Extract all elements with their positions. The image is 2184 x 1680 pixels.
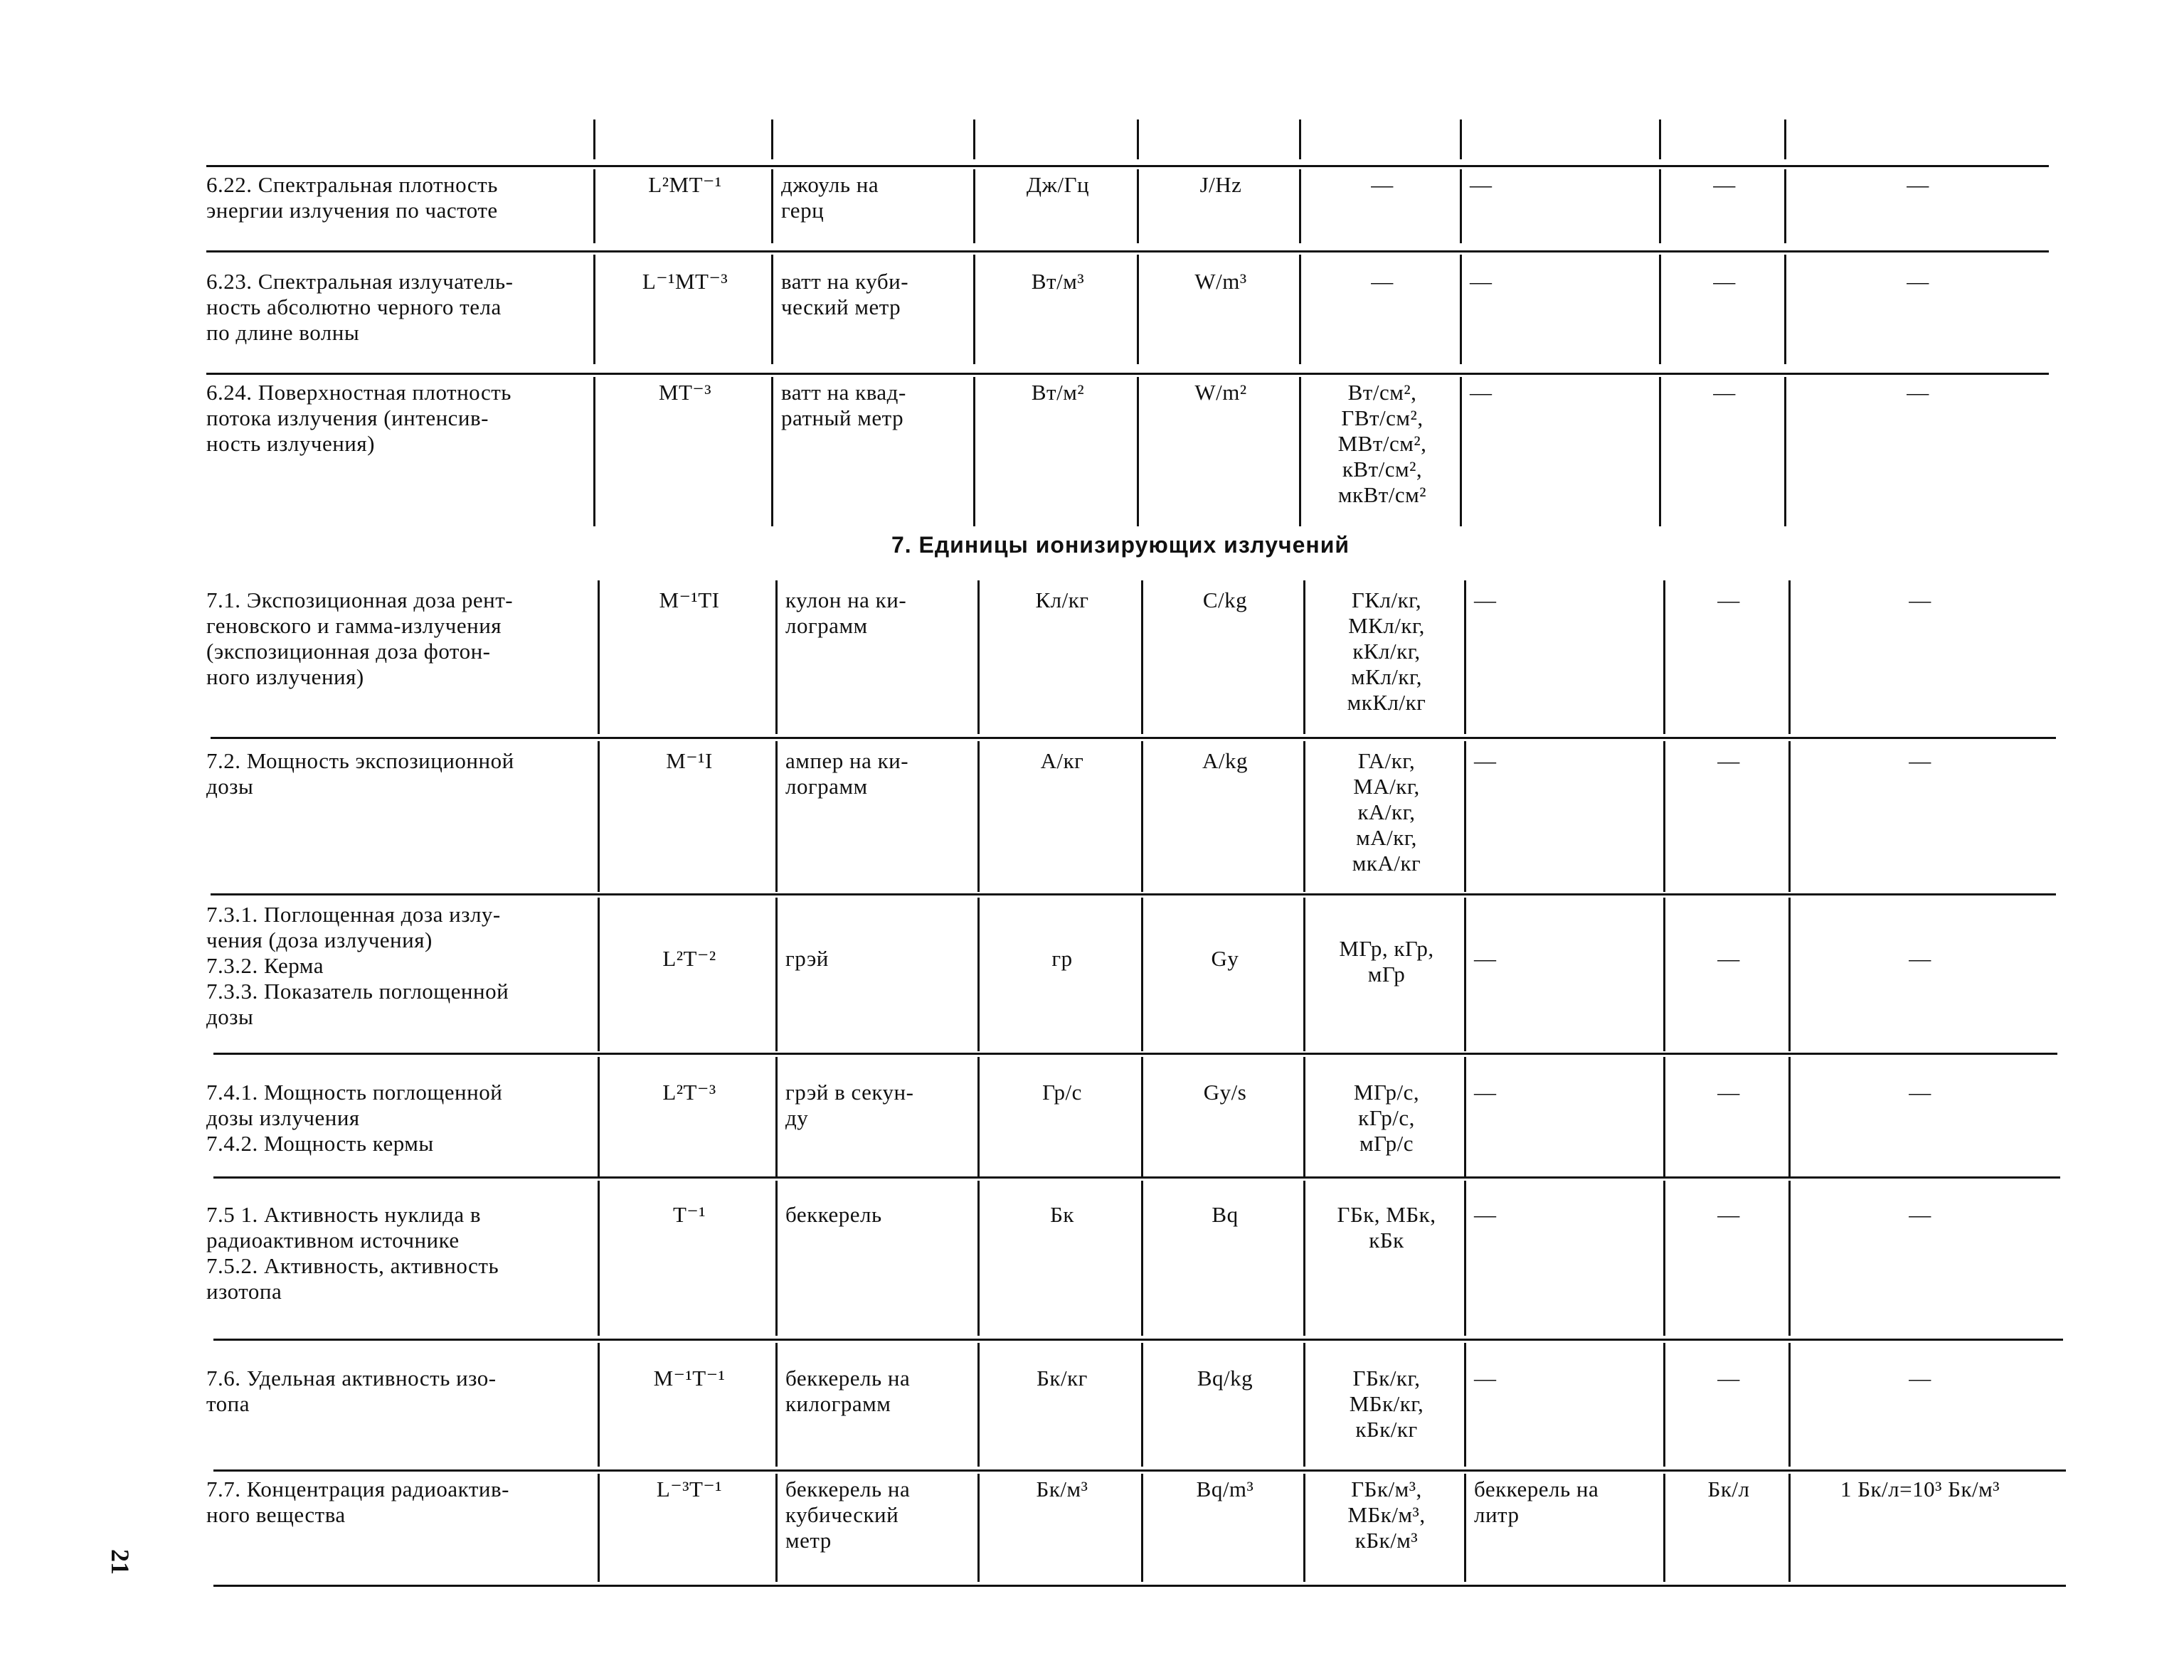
nonsystem-unit-designation: — bbox=[1713, 380, 1736, 405]
column-divider bbox=[1141, 1474, 1143, 1582]
column-divider bbox=[1464, 1181, 1466, 1336]
header-column-divider bbox=[973, 119, 975, 159]
designation-int: C/kg bbox=[1202, 588, 1248, 612]
multiple-units: МГр, кГр, мГр bbox=[1339, 936, 1434, 987]
column-divider bbox=[1464, 1474, 1466, 1582]
dimension: L⁻¹MT⁻³ bbox=[642, 269, 728, 294]
column-divider bbox=[1663, 1181, 1665, 1336]
column-divider bbox=[598, 1057, 600, 1176]
unit-name: ватт на куби- ческий метр bbox=[781, 269, 909, 319]
dimension: M⁻¹T⁻¹ bbox=[653, 1366, 726, 1391]
column-divider bbox=[1460, 255, 1462, 364]
quantity-name: 6.24. Поверхностная плотность потока излучения (интенсив- ность излучения) bbox=[206, 380, 511, 456]
multiple-units: ГБк/кг, МБк/кг, кБк/кг bbox=[1349, 1366, 1424, 1442]
unit-name: грэй bbox=[785, 946, 829, 971]
nonsystem-unit-designation: — bbox=[1717, 1202, 1740, 1227]
nonsystem-unit-name: — bbox=[1474, 1202, 1497, 1227]
designation-ru: Вт/м³ bbox=[1031, 269, 1085, 294]
designation-ru: Бк bbox=[1050, 1202, 1074, 1227]
header-column-divider bbox=[1784, 119, 1786, 159]
column-divider bbox=[598, 898, 600, 1051]
column-divider bbox=[977, 1474, 980, 1582]
column-divider bbox=[1663, 898, 1665, 1051]
column-divider bbox=[1141, 580, 1143, 734]
nonsystem-unit-name: — bbox=[1470, 269, 1493, 294]
multiple-units: ГА/кг, МА/кг, кА/кг, мА/кг, мкА/кг bbox=[1352, 748, 1421, 876]
column-divider bbox=[1303, 1181, 1305, 1336]
unit-relation: — bbox=[1907, 269, 1929, 294]
quantity-name: 7.1. Экспозиционная доза рент- геновского и гамма-излучения (экспозиционная доза фотон- ного излучения) bbox=[206, 588, 514, 689]
multiple-units: ГКл/кг, МКл/кг, кКл/кг, мКл/кг, мкКл/кг bbox=[1347, 588, 1426, 715]
column-divider bbox=[598, 1343, 600, 1467]
column-divider bbox=[1663, 1474, 1665, 1582]
dimension: M⁻¹I bbox=[666, 748, 713, 773]
column-divider bbox=[973, 169, 975, 243]
column-divider bbox=[1141, 898, 1143, 1051]
column-divider bbox=[1788, 1181, 1791, 1336]
unit-relation: — bbox=[1909, 1202, 1931, 1227]
multiple-units: ГБк, МБк, кБк bbox=[1337, 1202, 1436, 1253]
column-divider bbox=[977, 1343, 980, 1467]
row-separator bbox=[211, 893, 2056, 895]
page-number: 21 bbox=[106, 1549, 134, 1575]
unit-name: джоуль на герц bbox=[781, 172, 879, 223]
header-column-divider bbox=[771, 119, 773, 159]
column-divider bbox=[1464, 1057, 1466, 1176]
nonsystem-unit-designation: — bbox=[1717, 1080, 1740, 1105]
column-divider bbox=[977, 1057, 980, 1176]
column-divider bbox=[775, 1474, 778, 1582]
column-divider bbox=[1137, 169, 1139, 243]
column-divider bbox=[1141, 1181, 1143, 1336]
column-divider bbox=[1303, 1343, 1305, 1467]
unit-name: кулон на ки- лограмм bbox=[785, 588, 907, 638]
designation-int: W/m³ bbox=[1194, 269, 1247, 294]
designation-int: Bq/m³ bbox=[1196, 1477, 1254, 1501]
designation-ru: Гр/с bbox=[1042, 1080, 1082, 1105]
unit-name: беккерель bbox=[785, 1202, 882, 1227]
multiple-units: — bbox=[1371, 269, 1394, 294]
unit-relation: — bbox=[1909, 748, 1931, 773]
column-divider bbox=[1464, 580, 1466, 734]
unit-name: ампер на ки- лограмм bbox=[785, 748, 909, 799]
dimension: L²T⁻³ bbox=[662, 1080, 716, 1105]
designation-ru: Кл/кг bbox=[1035, 588, 1089, 612]
column-divider bbox=[593, 169, 595, 243]
dimension: L⁻³T⁻¹ bbox=[656, 1477, 723, 1501]
column-divider bbox=[977, 741, 980, 892]
column-divider bbox=[1299, 255, 1301, 364]
designation-ru: Вт/м² bbox=[1031, 380, 1085, 405]
column-divider bbox=[1141, 1343, 1143, 1467]
row-separator bbox=[213, 1053, 2057, 1055]
nonsystem-unit-designation: Бк/л bbox=[1707, 1477, 1750, 1501]
quantity-name: 7.3.1. Поглощенная доза излу- чения (доза излучения) 7.3.2. Керма 7.3.3. Показатель поглощенной дозы bbox=[206, 902, 509, 1029]
unit-relation: 1 Бк/л=10³ Бк/м³ bbox=[1840, 1477, 2000, 1501]
nonsystem-unit-name: — bbox=[1474, 946, 1497, 971]
designation-int: Gy/s bbox=[1203, 1080, 1247, 1105]
column-divider bbox=[1137, 255, 1139, 364]
column-divider bbox=[775, 1181, 778, 1336]
column-divider bbox=[1137, 377, 1139, 526]
dimension: T⁻¹ bbox=[672, 1202, 706, 1227]
table-bottom-rule bbox=[213, 1585, 2066, 1587]
unit-relation: — bbox=[1909, 946, 1931, 971]
quantity-name: 7.7. Концентрация радиоактив- ного вещества bbox=[206, 1477, 509, 1527]
column-divider bbox=[1464, 741, 1466, 892]
quantity-name: 7.5 1. Активность нуклида в радиоактивном источнике 7.5.2. Активность, активность изотопа bbox=[206, 1202, 499, 1304]
column-divider bbox=[1141, 1057, 1143, 1176]
column-divider bbox=[1464, 898, 1466, 1051]
column-divider bbox=[1303, 741, 1305, 892]
header-column-divider bbox=[1659, 119, 1661, 159]
column-divider bbox=[1784, 255, 1786, 364]
column-divider bbox=[1788, 1057, 1791, 1176]
column-divider bbox=[775, 741, 778, 892]
column-divider bbox=[1303, 1474, 1305, 1582]
row-separator bbox=[206, 250, 2049, 252]
column-divider bbox=[977, 898, 980, 1051]
column-divider bbox=[1788, 898, 1791, 1051]
column-divider bbox=[1460, 377, 1462, 526]
multiple-units: ГБк/м³, МБк/м³, кБк/м³ bbox=[1347, 1477, 1426, 1553]
column-divider bbox=[1299, 377, 1301, 526]
unit-relation: — bbox=[1907, 172, 1929, 197]
designation-ru: Бк/кг bbox=[1037, 1366, 1088, 1391]
column-divider bbox=[1299, 169, 1301, 243]
unit-relation: — bbox=[1907, 380, 1929, 405]
row-separator bbox=[211, 737, 2056, 739]
column-divider bbox=[593, 255, 595, 364]
nonsystem-unit-name: — bbox=[1474, 1080, 1497, 1105]
column-divider bbox=[1663, 580, 1665, 734]
nonsystem-unit-name: — bbox=[1474, 588, 1497, 612]
column-divider bbox=[977, 580, 980, 734]
unit-relation: — bbox=[1909, 1366, 1931, 1391]
nonsystem-unit-designation: — bbox=[1717, 588, 1740, 612]
multiple-units: — bbox=[1371, 172, 1394, 197]
nonsystem-unit-designation: — bbox=[1713, 172, 1736, 197]
column-divider bbox=[593, 377, 595, 526]
nonsystem-unit-name: — bbox=[1474, 1366, 1497, 1391]
column-divider bbox=[598, 1474, 600, 1582]
column-divider bbox=[775, 1343, 778, 1467]
designation-ru: Бк/м³ bbox=[1036, 1477, 1088, 1501]
column-divider bbox=[775, 898, 778, 1051]
column-divider bbox=[1784, 377, 1786, 526]
row-separator bbox=[213, 1469, 2066, 1472]
column-divider bbox=[1663, 1057, 1665, 1176]
designation-int: W/m² bbox=[1194, 380, 1247, 405]
designation-ru: гр bbox=[1051, 946, 1073, 971]
column-divider bbox=[771, 169, 773, 243]
header-column-divider bbox=[1460, 119, 1462, 159]
column-divider bbox=[1659, 169, 1661, 243]
unit-name: грэй в секун- ду bbox=[785, 1080, 914, 1130]
row-separator bbox=[206, 165, 2049, 167]
nonsystem-unit-designation: — bbox=[1717, 946, 1740, 971]
column-divider bbox=[1659, 255, 1661, 364]
column-divider bbox=[771, 377, 773, 526]
unit-name: беккерель на кубический метр bbox=[785, 1477, 911, 1553]
dimension: L²MT⁻¹ bbox=[648, 172, 722, 197]
quantity-name: 6.22. Спектральная плотность энергии излучения по частоте bbox=[206, 172, 498, 223]
nonsystem-unit-name: беккерель на литр bbox=[1474, 1477, 1599, 1527]
column-divider bbox=[1141, 741, 1143, 892]
column-divider bbox=[973, 255, 975, 364]
nonsystem-unit-designation: — bbox=[1717, 748, 1740, 773]
row-separator bbox=[213, 1339, 2063, 1341]
quantity-name: 6.23. Спектральная излучатель- ность абсолютно черного тела по длине волны bbox=[206, 269, 514, 345]
column-divider bbox=[598, 741, 600, 892]
unit-relation: — bbox=[1909, 1080, 1931, 1105]
column-divider bbox=[1663, 1343, 1665, 1467]
column-divider bbox=[775, 580, 778, 734]
multiple-units: Вт/см², ГВт/см², МВт/см², кВт/см², мкВт/см² bbox=[1337, 380, 1427, 507]
column-divider bbox=[1464, 1343, 1466, 1467]
column-divider bbox=[973, 377, 975, 526]
column-divider bbox=[1303, 1057, 1305, 1176]
column-divider bbox=[1788, 580, 1791, 734]
column-divider bbox=[1784, 169, 1786, 243]
dimension: L²T⁻² bbox=[662, 946, 716, 971]
column-divider bbox=[1460, 169, 1462, 243]
designation-ru: А/кг bbox=[1040, 748, 1084, 773]
nonsystem-unit-designation: — bbox=[1717, 1366, 1740, 1391]
nonsystem-unit-designation: — bbox=[1713, 269, 1736, 294]
designation-int: A/kg bbox=[1202, 748, 1248, 773]
designation-int: Gy bbox=[1211, 946, 1239, 971]
multiple-units: МГр/с, кГр/с, мГр/с bbox=[1353, 1080, 1420, 1156]
quantity-name: 7.6. Удельная активность изо- топа bbox=[206, 1366, 497, 1416]
column-divider bbox=[598, 1181, 600, 1336]
column-divider bbox=[1659, 377, 1661, 526]
unit-relation: — bbox=[1909, 588, 1931, 612]
designation-int: Bq bbox=[1212, 1202, 1239, 1227]
column-divider bbox=[1788, 1343, 1791, 1467]
column-divider bbox=[977, 1181, 980, 1336]
row-separator bbox=[206, 373, 2049, 375]
designation-int: Bq/kg bbox=[1197, 1366, 1253, 1391]
header-column-divider bbox=[1299, 119, 1301, 159]
nonsystem-unit-name: — bbox=[1470, 380, 1493, 405]
quantity-name: 7.2. Мощность экспозиционной дозы bbox=[206, 748, 514, 799]
quantity-name: 7.4.1. Мощность поглощенной дозы излучения 7.4.2. Мощность кермы bbox=[206, 1080, 503, 1156]
column-divider bbox=[1303, 580, 1305, 734]
column-divider bbox=[775, 1057, 778, 1176]
header-column-divider bbox=[593, 119, 595, 159]
column-divider bbox=[771, 255, 773, 364]
column-divider bbox=[598, 580, 600, 734]
dimension: MT⁻³ bbox=[658, 380, 712, 405]
dimension: M⁻¹TI bbox=[659, 588, 720, 612]
column-divider bbox=[1663, 741, 1665, 892]
header-column-divider bbox=[1137, 119, 1139, 159]
unit-name: ватт на квад- ратный метр bbox=[781, 380, 906, 430]
column-divider bbox=[1303, 898, 1305, 1051]
section-title: 7. Единицы ионизирующих излучений bbox=[891, 532, 1350, 558]
designation-int: J/Hz bbox=[1199, 172, 1242, 197]
unit-name: беккерель на килограмм bbox=[785, 1366, 911, 1416]
column-divider bbox=[1788, 1474, 1791, 1582]
row-separator bbox=[213, 1176, 2060, 1179]
column-divider bbox=[1788, 741, 1791, 892]
nonsystem-unit-name: — bbox=[1470, 172, 1493, 197]
nonsystem-unit-name: — bbox=[1474, 748, 1497, 773]
designation-ru: Дж/Гц bbox=[1026, 172, 1090, 197]
